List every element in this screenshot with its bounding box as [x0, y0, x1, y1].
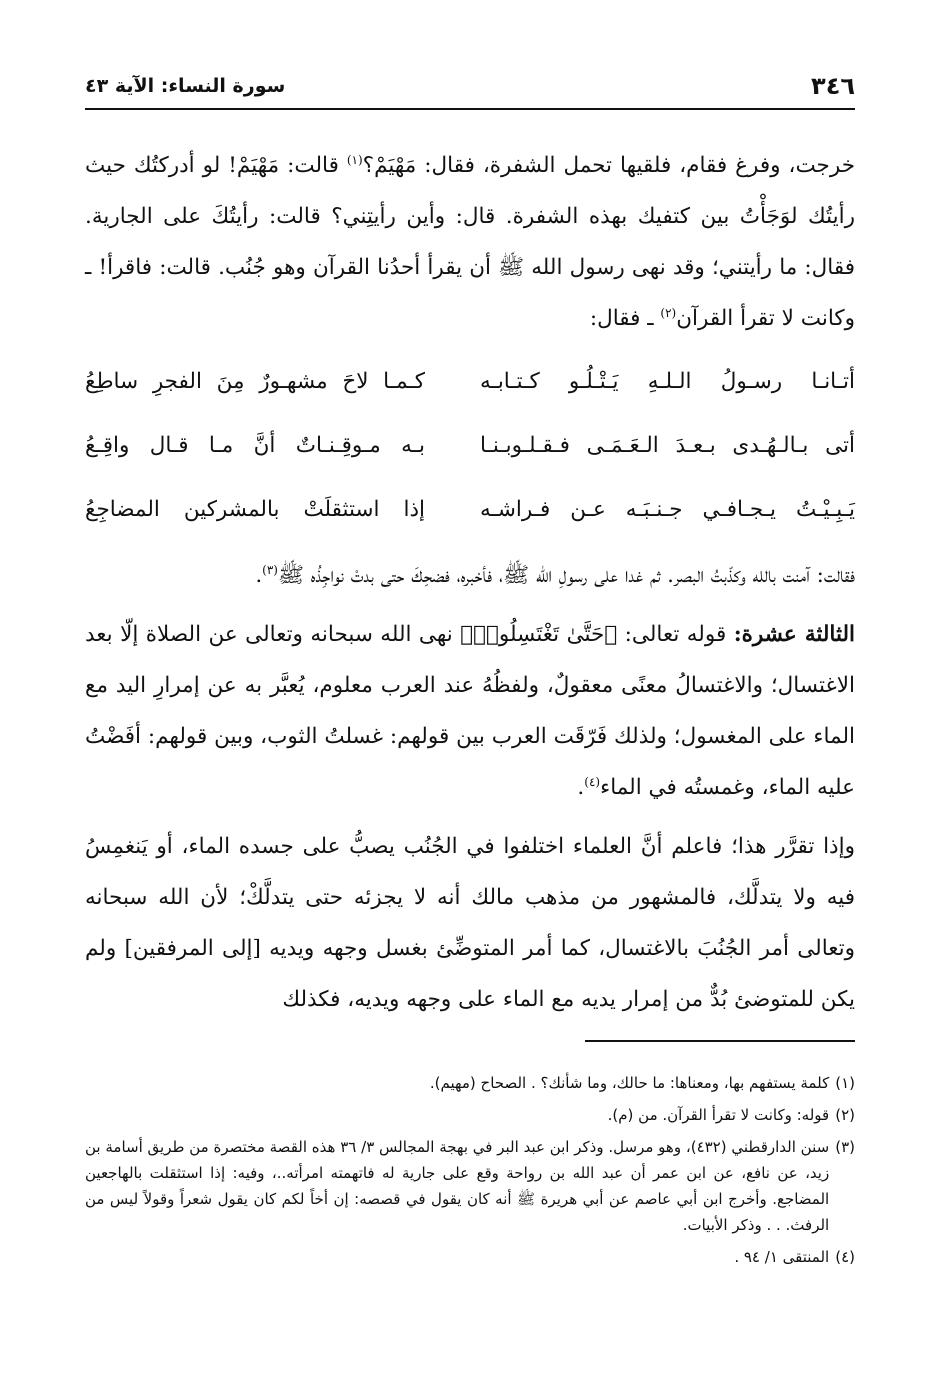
verse-first-hemistich: يَـبِـيْـتُ يـجـافـي جـنـبَـه عـن فـراشـه	[480, 497, 855, 522]
running-title: سورة النساء: الآية ٤٣	[85, 75, 286, 97]
verse-first-hemistich: أتـانـا رسـولُ الـلـهِ يَـتْـلُـو كـتـابـه	[480, 369, 855, 394]
poem	[85, 350, 855, 542]
poem-verse	[85, 414, 855, 478]
footnote-text: كلمة يستفهم بها، ومعناها: ما حالك، وما شأنك؟ . الصحاح (مهيم).	[429, 1074, 830, 1092]
poem-verse	[85, 350, 855, 414]
footnote	[85, 1244, 855, 1270]
footnote-marker: (٢)	[835, 1106, 855, 1124]
poem-verse	[85, 478, 855, 542]
footnote-marker: (٣)	[835, 1138, 855, 1156]
verse-second-hemistich: إذا استثقلَتْ بالمشركين المضاجِعُ	[85, 497, 425, 522]
paragraph-4: وإذا تقرَّر هذا؛ فاعلم أنَّ العلماء اختلفوا في الجُنُب يصبُّ على جسده الماء، أو يَنغمِسُ فيه ولا يتدلَّك، فالمشهور من مذهب مالك أنه لا يجزئه حتى يتدلَّكْ؛ لأن الله سبحانه وتعالى أمر الجُنُبَ بالاغتسال، كما أمر المتوضِّئ بغسل وجهه ويديه [إلى المرفقين] ولم يكن للمتوضئ بُدٌّ من إمرار يديه مع الماء على وجهه ويديه، فكذلك	[85, 834, 855, 1012]
footnote	[85, 1134, 855, 1238]
footnote	[85, 1102, 855, 1128]
footnote-text: قوله: وكانت لا تقرأ القرآن. من (م).	[607, 1106, 830, 1124]
verse-second-hemistich: بـه مـوقِـنـاتٌ أنَّ مـا قـال واقِـعُ	[85, 433, 425, 458]
footnote-divider	[585, 1040, 855, 1042]
verse-second-hemistich: كـمـا لاحَ مشهـورٌ مِنَ الفجرِ ساطِعُ	[85, 369, 425, 394]
footnote-text: المنتقى ١/ ٩٤ .	[734, 1248, 830, 1266]
footnote-ref-4[interactable]: (٤)	[584, 774, 601, 789]
verse-first-hemistich: أتى بـالـهُـدى بـعـدَ الـعَـمَـى فـقـلـوبـنـا	[480, 433, 855, 458]
section-heading: الثالثة عشرة:	[733, 622, 855, 647]
footnote-ref-1[interactable]: (١)	[346, 152, 363, 167]
footnote-marker: (٤)	[835, 1248, 855, 1266]
footnote-marker: (١)	[835, 1074, 855, 1092]
paragraph-2: فقالت: آمنت بالله وكذّبتُ البصر. ثم غدا على رسولِ الله ﷺ، فأخبره، فضحِكَ حتى بدتْ نواجِذُه ﷺ$^{(٣)}$.	[255, 562, 855, 588]
page-header	[85, 66, 855, 106]
page-number: ٣٤٦	[811, 72, 855, 100]
footnote-text: سنن الدارقطني (٤٣٢)، وهو مرسل. وذكر ابن عبد البر في بهجة المجالس ٣/ ٣٦ هذه القصة مختصرة من طريق أسامة بن زيد، عن نافع، عن ابن عمر أن عبد الله بن رواحة وقع على جارية له فاتهمته امرأته..، وفيه: إذا استثقلت بالهاجعين المضاجع. وأخرج ابن أبي عاصم عن أبي هريرة ﷺ أنه كان يقول في قصصه: إن أخاً لكم كان يقول شعراً وقولاً ليس من الرفث. . . وذكر الأبيات.	[85, 1138, 830, 1234]
footnote-ref-3[interactable]: (٣)	[262, 562, 278, 577]
paragraph-1: خرجت، وفرغ فقام، فلقيها تحمل الشفرة، فقال: مَهْيَمْ؟$^{(١)}$ قالت: مَهْيَمْ! لو أدركتُك حيث رأيتُك لوَجَأْتُ بين كتفيك بهذه الشفرة. قال: وأين رأيتِني؟ قالت: رأيتُكَ على الجارية. فقال: ما رأيتني؛ وقد نهى رسول الله ﷺ أن يقرأ أحدُنا القرآن وهو جُنُب. قالت: فاقرأ! ـ وكانت لا تقرأ القرآن$^{(٢)}$ ـ فقال:	[85, 152, 855, 331]
header-divider	[85, 108, 855, 110]
footnote-ref-2[interactable]: (٢)	[660, 305, 677, 320]
footnote	[85, 1070, 855, 1096]
paragraph-3: الثالثة عشرة: قوله تعالى: ﴿حَتَّىٰ تَغْتَسِلُوا۟﴾ نهى الله سبحانه وتعالى عن الصلاة إلّا بعد الاغتسال؛ والاغتسالُ معنًى معقولٌ، ولفظُهُ عند العرب معلوم، يُعبَّر به عن إمرارِ اليد مع الماء على المغسول؛ ولذلك فَرّقَت العرب بين قولهم: غسلتُ الثوب، وبين قولهم: أفَضْتُ عليه الماء، وغمستُه في الماء$^{(٤)}$.	[85, 622, 855, 800]
main-text	[85, 140, 855, 1025]
footnotes	[85, 1070, 855, 1276]
